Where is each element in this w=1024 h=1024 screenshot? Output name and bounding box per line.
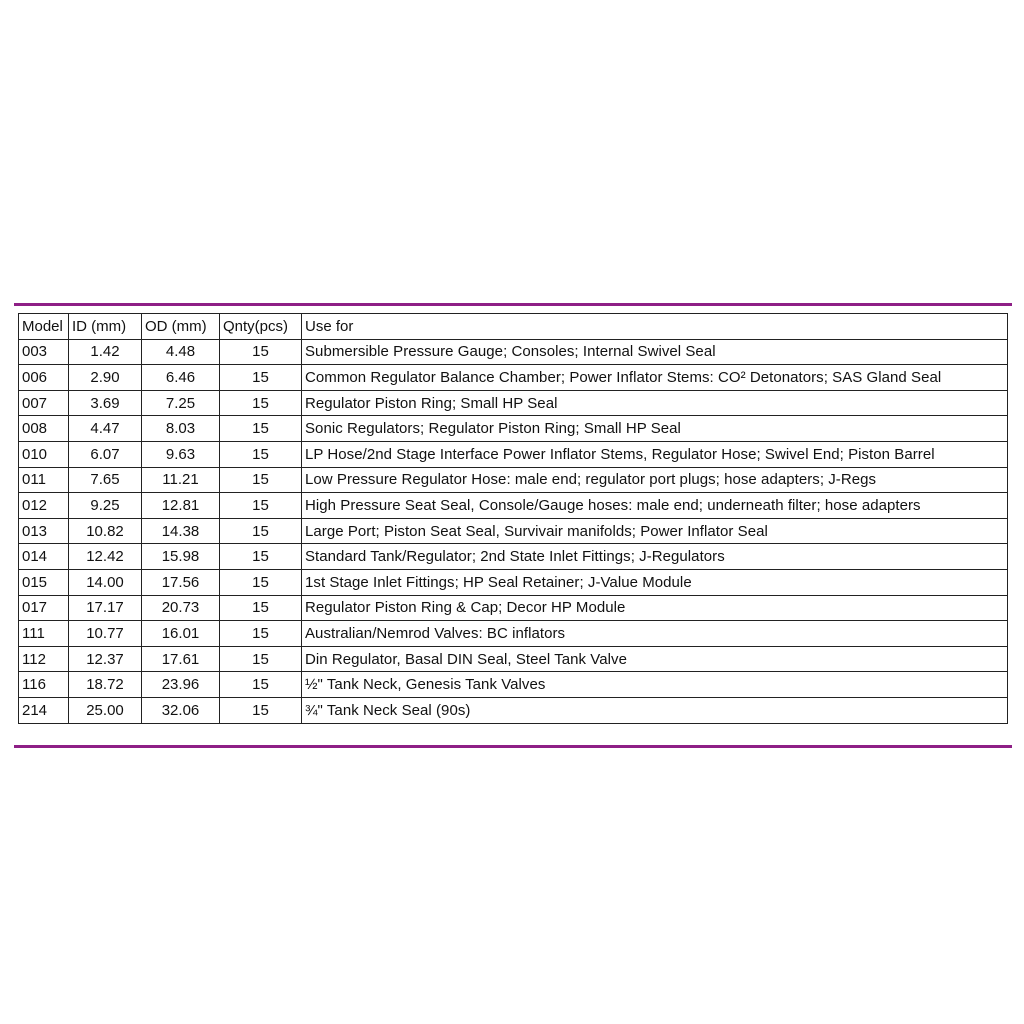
cell-quantity: 15	[220, 416, 302, 442]
table-body	[19, 339, 1008, 723]
cell-model: 214	[19, 697, 69, 723]
cell-id-mm: 25.00	[69, 697, 142, 723]
cell-model: 006	[19, 365, 69, 391]
cell-id-mm: 3.69	[69, 390, 142, 416]
cell-quantity: 15	[220, 646, 302, 672]
cell-use-for: ½" Tank Neck, Genesis Tank Valves	[302, 672, 1008, 698]
cell-od-mm: 12.81	[142, 493, 220, 519]
cell-model: 007	[19, 390, 69, 416]
cell-quantity: 15	[220, 569, 302, 595]
table-row	[19, 621, 1008, 647]
cell-use-for: LP Hose/2nd Stage Interface Power Inflator Stems, Regulator Hose; Swivel End; Piston Barrel	[302, 441, 1008, 467]
table-row	[19, 493, 1008, 519]
cell-model: 116	[19, 672, 69, 698]
cell-quantity: 15	[220, 390, 302, 416]
cell-id-mm: 10.82	[69, 518, 142, 544]
cell-id-mm: 10.77	[69, 621, 142, 647]
cell-od-mm: 6.46	[142, 365, 220, 391]
cell-use-for: Australian/Nemrod Valves: BC inflators	[302, 621, 1008, 647]
cell-id-mm: 4.47	[69, 416, 142, 442]
cell-id-mm: 9.25	[69, 493, 142, 519]
cell-model: 013	[19, 518, 69, 544]
top-divider-line	[14, 303, 1012, 306]
cell-quantity: 15	[220, 672, 302, 698]
cell-use-for: ¾" Tank Neck Seal (90s)	[302, 697, 1008, 723]
table-row	[19, 697, 1008, 723]
cell-use-for: Regulator Piston Ring & Cap; Decor HP Module	[302, 595, 1008, 621]
table-row	[19, 646, 1008, 672]
cell-od-mm: 9.63	[142, 441, 220, 467]
cell-od-mm: 23.96	[142, 672, 220, 698]
table-row	[19, 390, 1008, 416]
cell-od-mm: 4.48	[142, 339, 220, 365]
cell-od-mm: 16.01	[142, 621, 220, 647]
bottom-divider-line	[14, 745, 1012, 748]
header-od-mm: OD (mm)	[142, 314, 220, 340]
cell-use-for: Common Regulator Balance Chamber; Power Inflator Stems: CO² Detonators; SAS Gland Seal	[302, 365, 1008, 391]
cell-use-for: Standard Tank/Regulator; 2nd State Inlet Fittings; J-Regulators	[302, 544, 1008, 570]
cell-quantity: 15	[220, 493, 302, 519]
cell-quantity: 15	[220, 441, 302, 467]
cell-use-for: High Pressure Seat Seal, Console/Gauge hoses: male end; underneath filter; hose adapters	[302, 493, 1008, 519]
cell-quantity: 15	[220, 544, 302, 570]
cell-od-mm: 11.21	[142, 467, 220, 493]
cell-use-for: Large Port; Piston Seat Seal, Survivair manifolds; Power Inflator Seal	[302, 518, 1008, 544]
header-id-mm: ID (mm)	[69, 314, 142, 340]
table-row	[19, 416, 1008, 442]
header-model: Model	[19, 314, 69, 340]
cell-od-mm: 7.25	[142, 390, 220, 416]
cell-use-for: Regulator Piston Ring; Small HP Seal	[302, 390, 1008, 416]
table-row	[19, 365, 1008, 391]
cell-model: 015	[19, 569, 69, 595]
cell-od-mm: 20.73	[142, 595, 220, 621]
cell-id-mm: 6.07	[69, 441, 142, 467]
cell-id-mm: 12.42	[69, 544, 142, 570]
cell-model: 112	[19, 646, 69, 672]
cell-od-mm: 14.38	[142, 518, 220, 544]
cell-quantity: 15	[220, 339, 302, 365]
cell-od-mm: 32.06	[142, 697, 220, 723]
cell-use-for: Din Regulator, Basal DIN Seal, Steel Tank Valve	[302, 646, 1008, 672]
cell-quantity: 15	[220, 595, 302, 621]
cell-model: 010	[19, 441, 69, 467]
cell-quantity: 15	[220, 467, 302, 493]
cell-model: 011	[19, 467, 69, 493]
header-use-for: Use for	[302, 314, 1008, 340]
cell-od-mm: 8.03	[142, 416, 220, 442]
cell-id-mm: 1.42	[69, 339, 142, 365]
cell-use-for: Submersible Pressure Gauge; Consoles; Internal Swivel Seal	[302, 339, 1008, 365]
cell-model: 012	[19, 493, 69, 519]
cell-quantity: 15	[220, 365, 302, 391]
cell-od-mm: 15.98	[142, 544, 220, 570]
table-row	[19, 672, 1008, 698]
cell-use-for: 1st Stage Inlet Fittings; HP Seal Retainer; J-Value Module	[302, 569, 1008, 595]
cell-id-mm: 7.65	[69, 467, 142, 493]
table-row	[19, 339, 1008, 365]
table-row	[19, 467, 1008, 493]
cell-model: 111	[19, 621, 69, 647]
table-header-row	[19, 314, 1008, 340]
cell-model: 014	[19, 544, 69, 570]
cell-model: 008	[19, 416, 69, 442]
cell-id-mm: 17.17	[69, 595, 142, 621]
table-row	[19, 544, 1008, 570]
cell-model: 017	[19, 595, 69, 621]
o-ring-size-table	[18, 313, 1008, 724]
cell-id-mm: 2.90	[69, 365, 142, 391]
header-quantity: Qnty(pcs)	[220, 314, 302, 340]
cell-quantity: 15	[220, 621, 302, 647]
cell-od-mm: 17.61	[142, 646, 220, 672]
cell-id-mm: 12.37	[69, 646, 142, 672]
cell-model: 003	[19, 339, 69, 365]
cell-od-mm: 17.56	[142, 569, 220, 595]
cell-id-mm: 14.00	[69, 569, 142, 595]
table-row	[19, 441, 1008, 467]
table-row	[19, 518, 1008, 544]
table-row	[19, 569, 1008, 595]
cell-use-for: Sonic Regulators; Regulator Piston Ring; Small HP Seal	[302, 416, 1008, 442]
cell-quantity: 15	[220, 697, 302, 723]
cell-quantity: 15	[220, 518, 302, 544]
cell-id-mm: 18.72	[69, 672, 142, 698]
cell-use-for: Low Pressure Regulator Hose: male end; regulator port plugs; hose adapters; J-Regs	[302, 467, 1008, 493]
table-row	[19, 595, 1008, 621]
